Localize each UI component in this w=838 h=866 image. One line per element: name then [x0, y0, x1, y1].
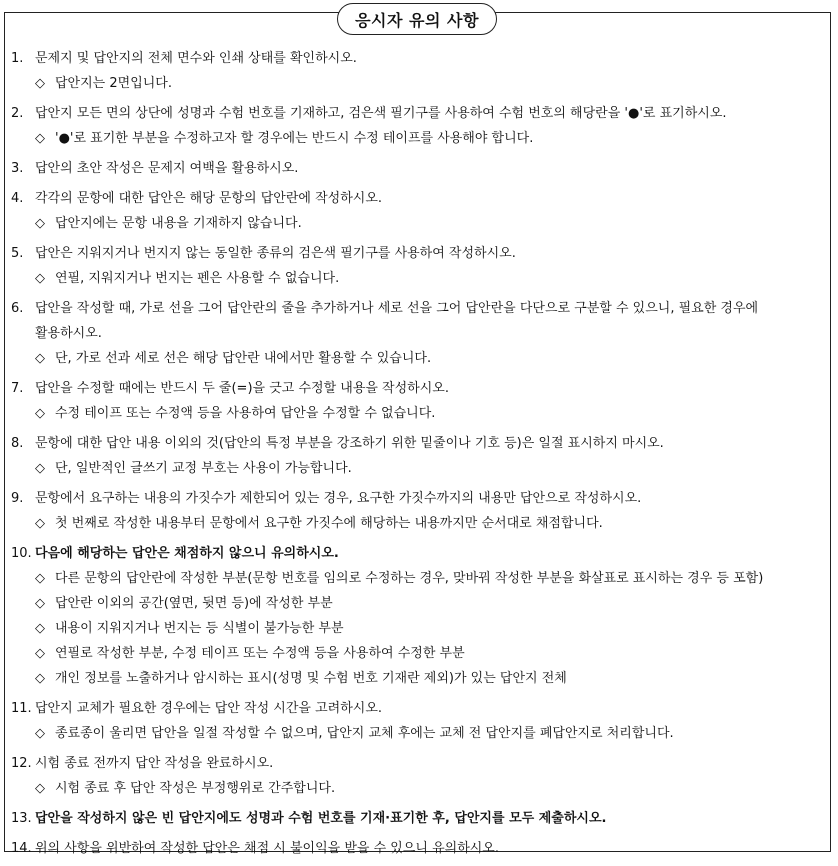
item-text-continuation: 활용하시오. [35, 326, 102, 341]
notice-item [11, 751, 826, 801]
item-number: 8. [11, 436, 28, 451]
item-text: 각각의 문항에 대한 답안은 해당 문항의 답안란에 작성하시오. [35, 191, 383, 206]
diamond-bullet-icon: ◇ [35, 516, 45, 531]
notice-item [11, 46, 826, 96]
sub-note-text: 개인 정보를 노출하거나 암시하는 표시(성명 및 수험 번호 기재란 제외)가 있는 답안지 전체 [55, 671, 567, 686]
sub-note-text: 단, 가로 선과 세로 선은 해당 답안란 내에서만 활용할 수 있습니다. [55, 351, 432, 366]
item-text: 다음에 해당하는 답안은 채점하지 않으니 유의하시오. [35, 546, 339, 561]
item-number: 9. [11, 491, 28, 506]
item-number: 7. [11, 381, 28, 396]
item-text: 답안을 작성할 때, 가로 선을 그어 답안란의 줄을 추가하거나 세로 선을 그어 답안란을 다단으로 구분할 수 있으니, 필요한 경우에 [35, 301, 759, 316]
item-number: 12. [11, 756, 32, 771]
item-number: 5. [11, 246, 28, 261]
notice-item [11, 241, 826, 291]
notice-item [11, 696, 826, 746]
sub-note [11, 211, 826, 236]
sub-note-text: 연필로 작성한 부분, 수정 테이프 또는 수정액 등을 사용하여 수정한 부분 [55, 646, 465, 661]
sub-note [11, 666, 826, 691]
item-text: 답안지 교체가 필요한 경우에는 답안 작성 시간을 고려하시오. [35, 701, 383, 716]
sub-note-text: 시험 종료 후 답안 작성은 부정행위로 간주합니다. [55, 781, 336, 796]
notice-item [11, 806, 826, 831]
sub-note [11, 616, 826, 641]
sub-note-text: 수정 테이프 또는 수정액 등을 사용하여 답안을 수정할 수 없습니다. [55, 406, 436, 421]
item-text: 시험 종료 전까지 답안 작성을 완료하시오. [35, 756, 274, 771]
diamond-bullet-icon: ◇ [35, 726, 45, 741]
diamond-bullet-icon: ◇ [35, 131, 45, 146]
notice-item [11, 376, 826, 426]
diamond-bullet-icon: ◇ [35, 596, 45, 611]
item-number: 1. [11, 51, 28, 66]
sub-note [11, 401, 826, 426]
item-text: 문항에서 요구하는 내용의 가짓수가 제한되어 있는 경우, 요구한 가짓수까지의 내용만 답안으로 작성하시오. [35, 491, 642, 506]
notice-item [11, 836, 826, 861]
sub-note-text: 단, 일반적인 글쓰기 교정 부호는 사용이 가능합니다. [55, 461, 352, 476]
notice-item [11, 486, 826, 536]
sub-note [11, 456, 826, 481]
sub-note [11, 641, 826, 666]
sub-note [11, 346, 826, 371]
notice-item [11, 431, 826, 481]
diamond-bullet-icon: ◇ [35, 646, 45, 661]
item-number: 6. [11, 301, 28, 316]
sub-note-text: '●'로 표기한 부분을 수정하고자 할 경우에는 반드시 수정 테이프를 사용해야 합니다. [55, 131, 534, 146]
item-number: 13. [11, 811, 32, 826]
item-text: 답안의 초안 작성은 문제지 여백을 활용하시오. [35, 161, 299, 176]
sub-note-text: 연필, 지워지거나 번지는 펜은 사용할 수 없습니다. [55, 271, 340, 286]
sub-note-text: 답안지는 2면입니다. [55, 76, 172, 91]
sub-note [11, 71, 826, 96]
item-text: 답안을 수정할 때에는 반드시 두 줄(=)을 긋고 수정할 내용을 작성하시오. [35, 381, 449, 396]
sub-note [11, 776, 826, 801]
sub-note-text: 답안지에는 문항 내용을 기재하지 않습니다. [55, 216, 302, 231]
item-number: 4. [11, 191, 28, 206]
item-text: 답안을 작성하지 않은 빈 답안지에도 성명과 수험 번호를 기재·표기한 후, 답안지를 모두 제출하시오. [35, 811, 607, 826]
diamond-bullet-icon: ◇ [35, 781, 45, 796]
diamond-bullet-icon: ◇ [35, 461, 45, 476]
notice-item [11, 296, 826, 371]
notice-title: 응시자 유의 사항 [337, 3, 497, 35]
sub-note-text: 첫 번째로 작성한 내용부터 문항에서 요구한 가짓수에 해당하는 내용까지만 순서대로 채점합니다. [55, 516, 603, 531]
notice-item [11, 541, 826, 691]
sub-note-text: 답안란 이외의 공간(옆면, 뒷면 등)에 작성한 부분 [55, 596, 333, 611]
item-number: 2. [11, 106, 28, 121]
diamond-bullet-icon: ◇ [35, 216, 45, 231]
diamond-bullet-icon: ◇ [35, 406, 45, 421]
diamond-bullet-icon: ◇ [35, 671, 45, 686]
notice-list [11, 46, 826, 866]
sub-note-text: 다른 문항의 답안란에 작성한 부분(문항 번호를 임의로 수정하는 경우, 맞바꿔 작성한 부분을 화살표로 표시하는 경우 등 포함) [55, 571, 764, 586]
diamond-bullet-icon: ◇ [35, 621, 45, 636]
item-text: 문항에 대한 답안 내용 이외의 것(답안의 특정 부분을 강조하기 위한 밑줄이나 기호 등)은 일절 표시하지 마시오. [35, 436, 664, 451]
sub-note [11, 126, 826, 151]
item-number: 3. [11, 161, 28, 176]
sub-note [11, 591, 826, 616]
item-text: 답안은 지워지거나 번지지 않는 동일한 종류의 검은색 필기구를 사용하여 작성하시오. [35, 246, 516, 261]
notice-item [11, 101, 826, 151]
sub-note-text: 내용이 지워지거나 번지는 등 식별이 불가능한 부분 [55, 621, 344, 636]
sub-note-text: 종료종이 울리면 답안을 일절 작성할 수 없으며, 답안지 교체 후에는 교체 전 답안지를 폐답안지로 처리합니다. [55, 726, 674, 741]
sub-note [11, 266, 826, 291]
item-number: 14. [11, 841, 32, 856]
diamond-bullet-icon: ◇ [35, 571, 45, 586]
sub-note [11, 566, 826, 591]
item-text: 답안지 모든 면의 상단에 성명과 수험 번호를 기재하고, 검은색 필기구를 사용하여 수험 번호의 해당란을 '●'로 표기하시오. [35, 106, 727, 121]
sub-note [11, 511, 826, 536]
diamond-bullet-icon: ◇ [35, 76, 45, 91]
notice-item [11, 156, 826, 181]
sub-note [11, 721, 826, 746]
item-text: 문제지 및 답안지의 전체 면수와 인쇄 상태를 확인하시오. [35, 51, 357, 66]
notice-item [11, 186, 826, 236]
diamond-bullet-icon: ◇ [35, 271, 45, 286]
item-number: 10. [11, 546, 32, 561]
diamond-bullet-icon: ◇ [35, 351, 45, 366]
item-text: 위의 사항을 위반하여 작성한 답안은 채점 시 불이익을 받을 수 있으니 유의하시오. [35, 841, 500, 856]
item-number: 11. [11, 701, 32, 716]
